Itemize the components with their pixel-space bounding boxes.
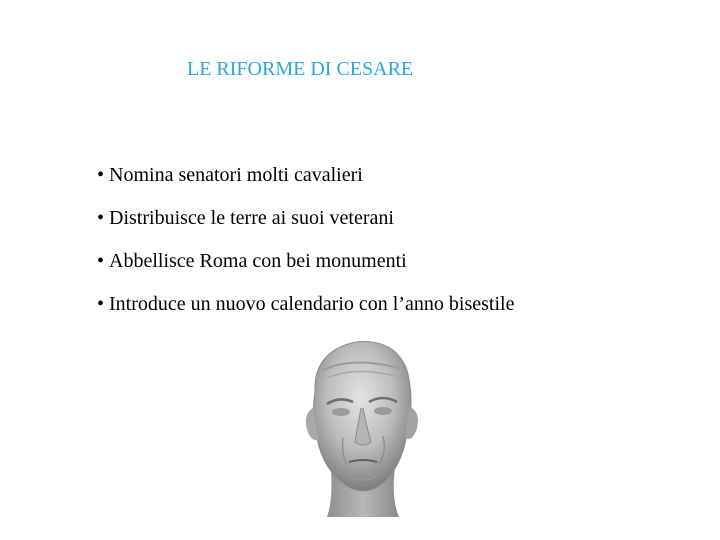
slide-title: LE RIFORME DI CESARE [187,58,414,80]
bullet-item: • Introduce un nuovo calendario con l’anno bisestile [97,291,527,318]
bullet-item: • Distribuisce le terre ai suoi veterani [97,205,527,232]
bullet-item: • Abbellisce Roma con bei monumenti [97,248,527,275]
bullet-item: • Nomina senatori molti cavalieri [97,162,527,189]
caesar-bust-image [283,330,440,517]
bullet-list [97,162,527,334]
